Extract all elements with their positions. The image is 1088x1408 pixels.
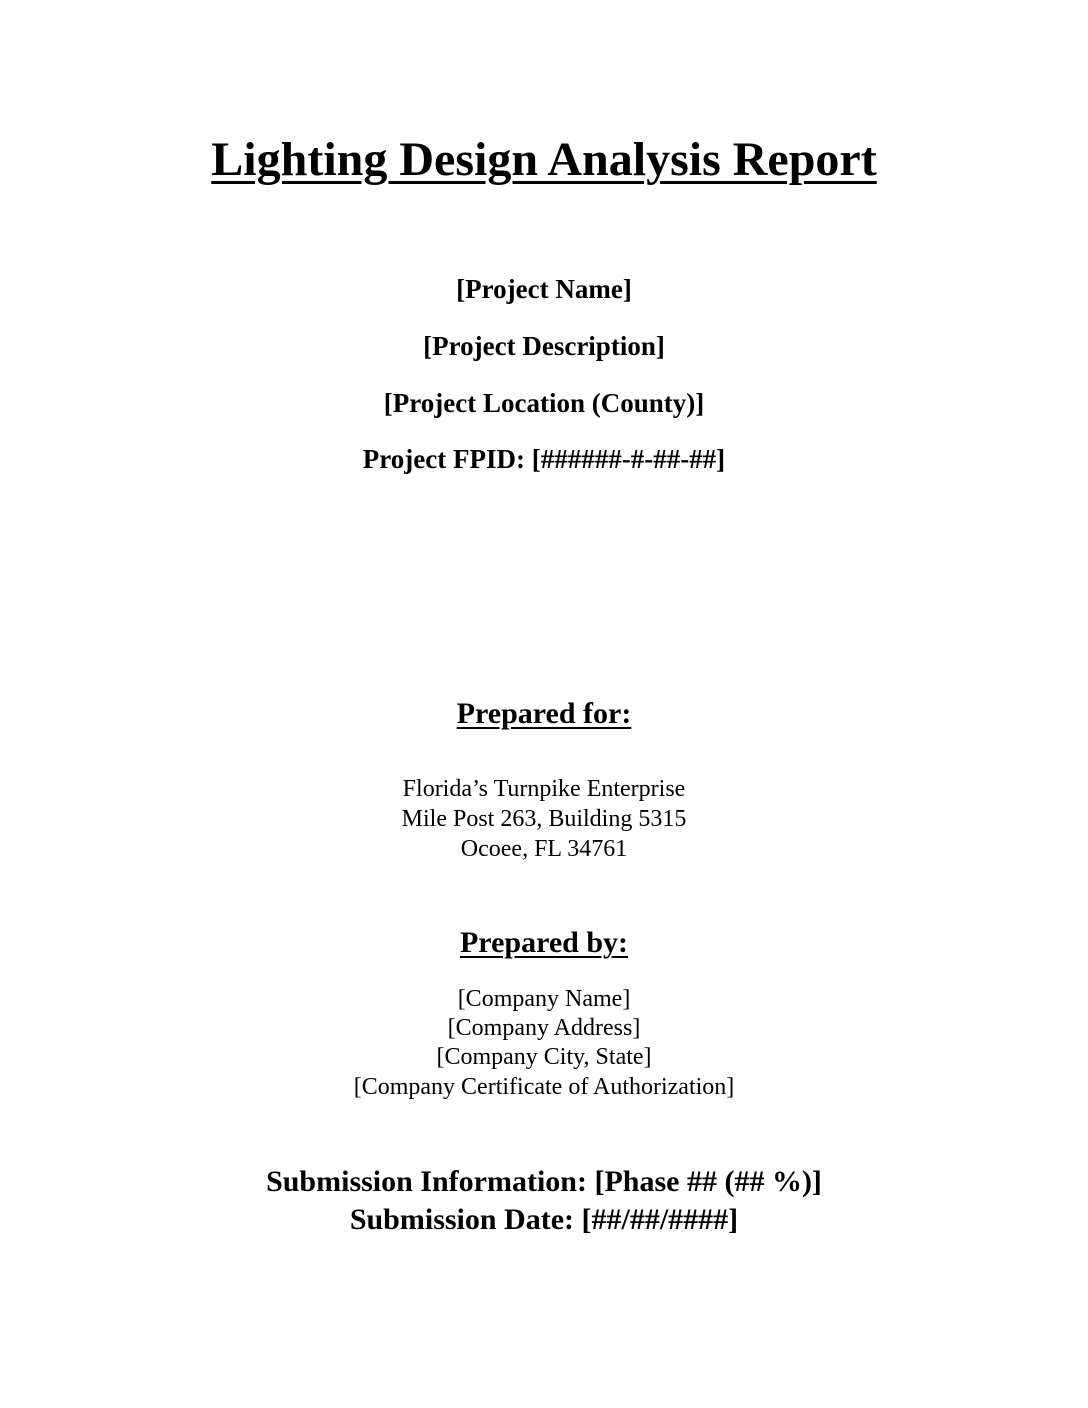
submission-information: Submission Information: [Phase ## (## %)] bbox=[266, 1165, 822, 1198]
project-name: [Project Name] bbox=[456, 274, 632, 304]
prepared-by-line: [Company Address] bbox=[447, 1015, 641, 1041]
project-description: [Project Description] bbox=[423, 331, 665, 361]
project-location: [Project Location (County)] bbox=[383, 388, 705, 418]
prepared-by-line: [Company Certificate of Authorization] bbox=[353, 1074, 735, 1100]
prepared-by-line: [Company Name] bbox=[457, 986, 631, 1012]
report-title: Lighting Design Analysis Report bbox=[211, 133, 877, 186]
prepared-for-heading: Prepared for: bbox=[456, 697, 632, 730]
prepared-for-line: Florida’s Turnpike Enterprise bbox=[402, 776, 686, 802]
prepared-for-line: Mile Post 263, Building 5315 bbox=[401, 806, 687, 832]
prepared-for-line: Ocoee, FL 34761 bbox=[460, 836, 628, 862]
prepared-by-heading: Prepared by: bbox=[459, 926, 629, 959]
submission-date: Submission Date: [##/##/####] bbox=[349, 1203, 739, 1236]
project-fpid: Project FPID: [######-#-##-##] bbox=[362, 444, 726, 474]
prepared-by-line: [Company City, State] bbox=[436, 1044, 652, 1070]
